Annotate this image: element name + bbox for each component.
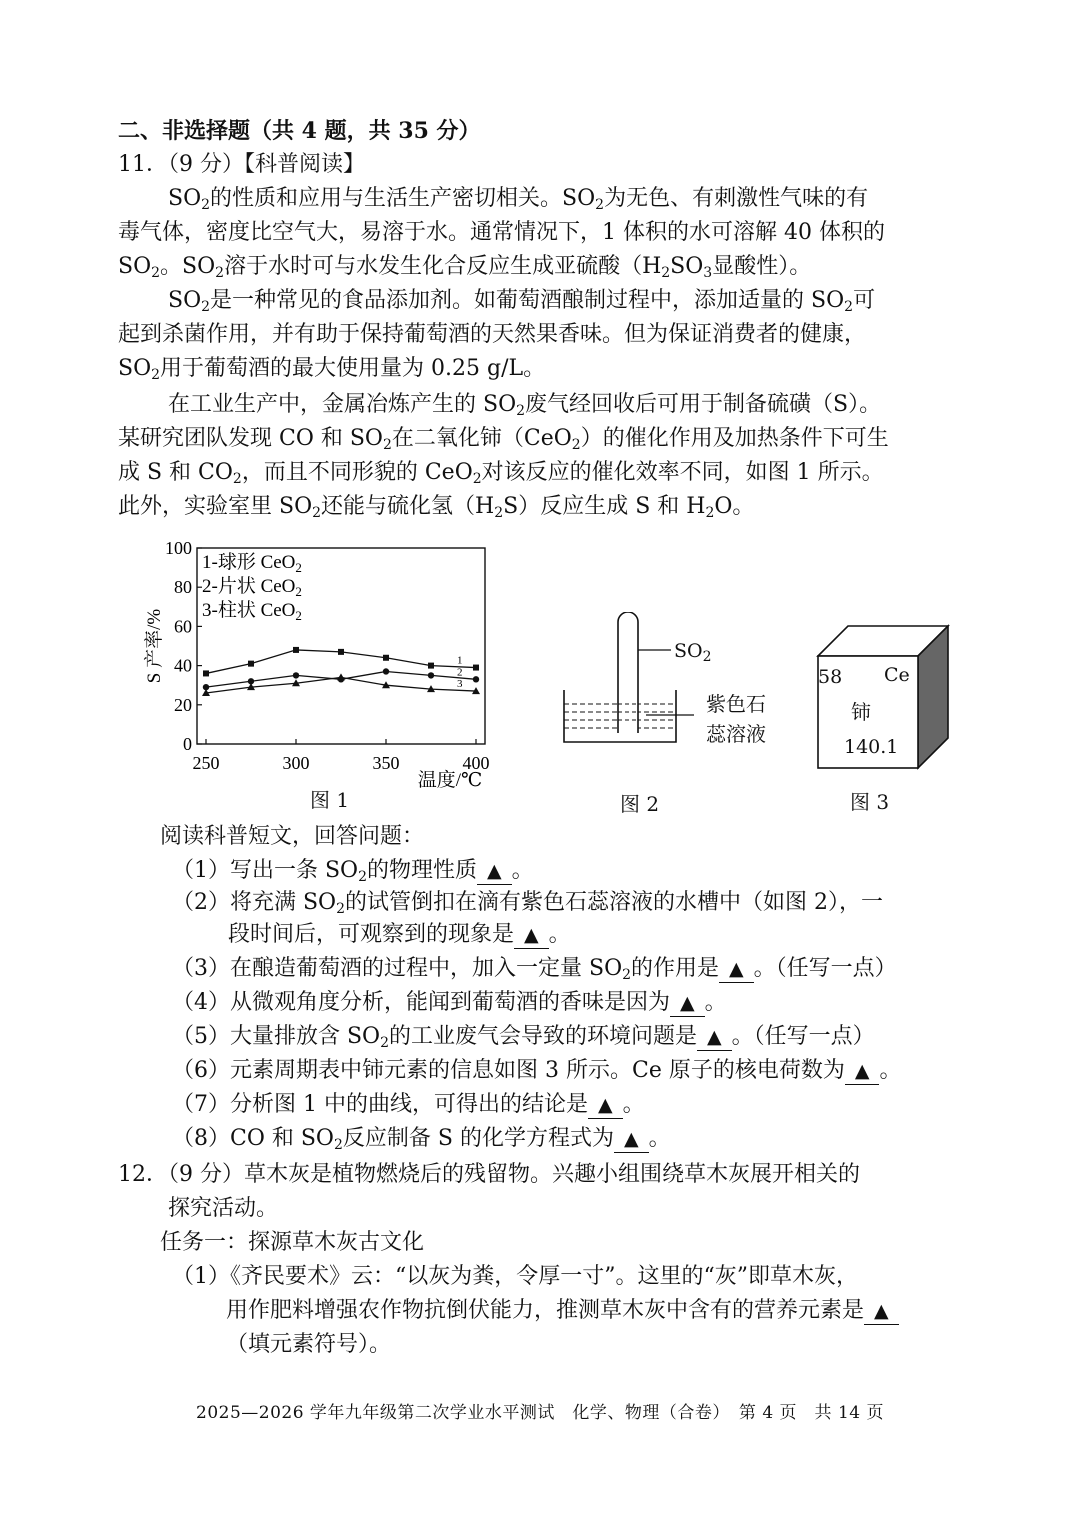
legend-entry: 3-柱状 CeO$_2$ (202, 600, 302, 623)
q11-para3-line3: 成 S 和 $CO_2$，而且不同形貌的 CeO$_2$对该反应的催化效率不同，如图 1 所示。 (118, 460, 884, 487)
q11-prompt: 阅读科普短文，回答问题： (160, 824, 425, 849)
series-3 (202, 673, 480, 696)
page-footer: 2025—2026 学年九年级第二次学业水平测试 化学、物理（合卷） 第 4 页 共 14 页 (196, 1403, 884, 1423)
legend-entry: 1-球形 CeO$_2$ (202, 552, 302, 575)
answer-blank[interactable]: ▲ (514, 922, 549, 949)
chart-xlabel: 温度/℃ (417, 770, 483, 791)
series-label: 1 (457, 654, 463, 667)
q11-para1-line2: 毒气体，密度比空气大，易溶于水。通常情况下，1 体积的水可溶解 40 体积的 (118, 220, 885, 245)
figure-1-chart (140, 536, 510, 796)
data-point (473, 665, 479, 671)
fig3-element-symbol: Ce (884, 664, 910, 686)
q11-header: 11．（9 分）【科普阅读】 (118, 152, 365, 177)
q11-para2-line2: 起到杀菌作用，并有助于保持葡萄酒的天然果香味。但为保证消费者的健康， (118, 322, 867, 347)
q11-item-7: （7）分析图 1 中的曲线，可得出的结论是 ▲ 。 (172, 1092, 645, 1117)
figure-3-caption: 图 3 (850, 790, 890, 814)
q11-para3-line2: 某研究团队发现 CO 和 $SO_2$在二氧化铈（CeO$_2$）的催化作用及加热条件下可生 (118, 426, 889, 453)
q11-para2-line3: $SO_2$用于葡萄酒的最大使用量为 0.25 g/L。 (118, 356, 546, 383)
chart-ylabel: S 产率/% (144, 608, 165, 684)
data-point (203, 670, 209, 676)
test-tube (618, 612, 638, 733)
y-tick-label: 40 (174, 655, 192, 676)
answer-blank[interactable]: ▲ (614, 1126, 649, 1153)
data-point (293, 647, 299, 653)
x-tick-label: 400 (462, 753, 490, 773)
fig2-liquid-label-1: 紫色石 (706, 692, 766, 716)
q11-item-1: （1）写出一条 $SO_2$的物理性质 ▲ 。 (172, 858, 534, 885)
chart-legend (202, 551, 302, 623)
fig2-gas-label: $SO_2$ (674, 640, 712, 665)
data-point (473, 676, 479, 682)
q11-item-4: （4）从微观角度分析，能闻到葡萄酒的香味是因为 ▲ 。 (172, 990, 727, 1015)
figure-1-caption: 图 1 (310, 788, 350, 812)
y-tick-label: 100 (165, 538, 192, 558)
answer-blank[interactable]: ▲ (864, 1298, 899, 1325)
q11-item-5: （5）大量排放含 $SO_2$的工业废气会导致的环境问题是 ▲ 。（任写一点） (172, 1024, 875, 1051)
data-point (337, 673, 345, 680)
x-tick-label: 250 (192, 753, 220, 773)
data-point (383, 655, 389, 661)
q12-item-1-line2: 用作肥料增强农作物抗倒伏能力，推测草木灰中含有的营养元素是 ▲ (226, 1294, 899, 1328)
series-label: 3 (457, 678, 463, 691)
q11-item-3: （3）在酿造葡萄酒的过程中，加入一定量 $SO_2$的作用是 ▲ 。（任写一点） (172, 956, 897, 983)
x-tick-label: 300 (282, 753, 310, 773)
section-title: 二、非选择题（共 4 题，共 35 分） (118, 118, 481, 144)
y-tick-label: 20 (174, 694, 192, 715)
figure-2-caption: 图 2 (620, 792, 660, 816)
q11-para2-line1: $SO_2$是一种常见的食品添加剂。如葡萄酒酿制过程中，添加适量的 $SO_2$可 (168, 288, 876, 315)
answer-blank[interactable]: ▲ (477, 858, 512, 885)
data-point (428, 672, 434, 678)
y-tick-label: 60 (174, 616, 192, 637)
y-tick-label: 80 (174, 577, 192, 598)
series-label: 2 (457, 666, 463, 679)
data-point (428, 663, 434, 669)
answer-blank[interactable]: ▲ (588, 1092, 623, 1119)
q11-item-2-line2: 段时间后，可观察到的现象是 ▲ 。 (228, 922, 571, 947)
y-tick-label: 0 (183, 734, 192, 754)
answer-blank[interactable]: ▲ (845, 1058, 880, 1085)
fig2-liquid-label-2: 蕊溶液 (706, 722, 766, 746)
series-1 (203, 647, 479, 677)
q11-para1-line3: $SO_2$。$SO_2$溶于水时可与水发生化合反应生成亚硫酸（$H_2SO_3$显酸性）。 (118, 254, 812, 281)
answer-blank[interactable]: ▲ (719, 956, 754, 983)
fig3-element-name: 铈 (851, 700, 871, 724)
legend-entry: 2-片状 CeO$_2$ (202, 576, 302, 599)
data-point (383, 668, 389, 674)
q11-para1-line1: $SO_2$的性质和应用与生活生产密切相关。$SO_2$为无色、有刺激性气味的有 (168, 186, 869, 213)
q12-task1-title: 任务一：探源草木灰古文化 (160, 1230, 425, 1255)
q11-para3-line1: 在工业生产中，金属冶炼产生的 $SO_2$废气经回收后可用于制备硫磺（S）。 (168, 392, 882, 419)
answer-blank[interactable]: ▲ (697, 1024, 732, 1051)
q12-header-line1: 12．（9 分）草木灰是植物燃烧后的残留物。兴趣小组围绕草木灰展开相关的 (118, 1162, 860, 1187)
q12-header-line2: 探究活动。 (168, 1196, 279, 1221)
q11-item-6: （6）元素周期表中铈元素的信息如图 3 所示。Ce 原子的核电荷数为 ▲ 。 (172, 1058, 902, 1083)
q11-para3-line4: 此外，实验室里 $SO_2$还能与硫化氢$(H_2S)$反应生成 S 和 $H_2O$。 (118, 494, 755, 521)
data-point (248, 661, 254, 667)
q11-item-2-line1: （2）将充满 $SO_2$的试管倒扣在滴有紫色石蕊溶液的水槽中（如图 2），一 (172, 890, 884, 917)
q12-item-1-line3: （填元素符号）。 (226, 1332, 392, 1357)
q11-item-8: （8）CO 和 $SO_2$反应制备 S 的化学方程式为 ▲ 。 (172, 1126, 671, 1153)
data-point (293, 672, 299, 678)
x-tick-label: 350 (372, 753, 400, 773)
fig3-atomic-mass: 140.1 (844, 736, 899, 758)
fig3-atomic-number: 58 (818, 666, 843, 688)
answer-blank[interactable]: ▲ (670, 990, 705, 1017)
data-point (338, 649, 344, 655)
q12-item-1-line1: （1）《齐民要术》云：“以灰为粪，令厚一寸”。这里的“灰”即草木灰， (172, 1264, 858, 1289)
